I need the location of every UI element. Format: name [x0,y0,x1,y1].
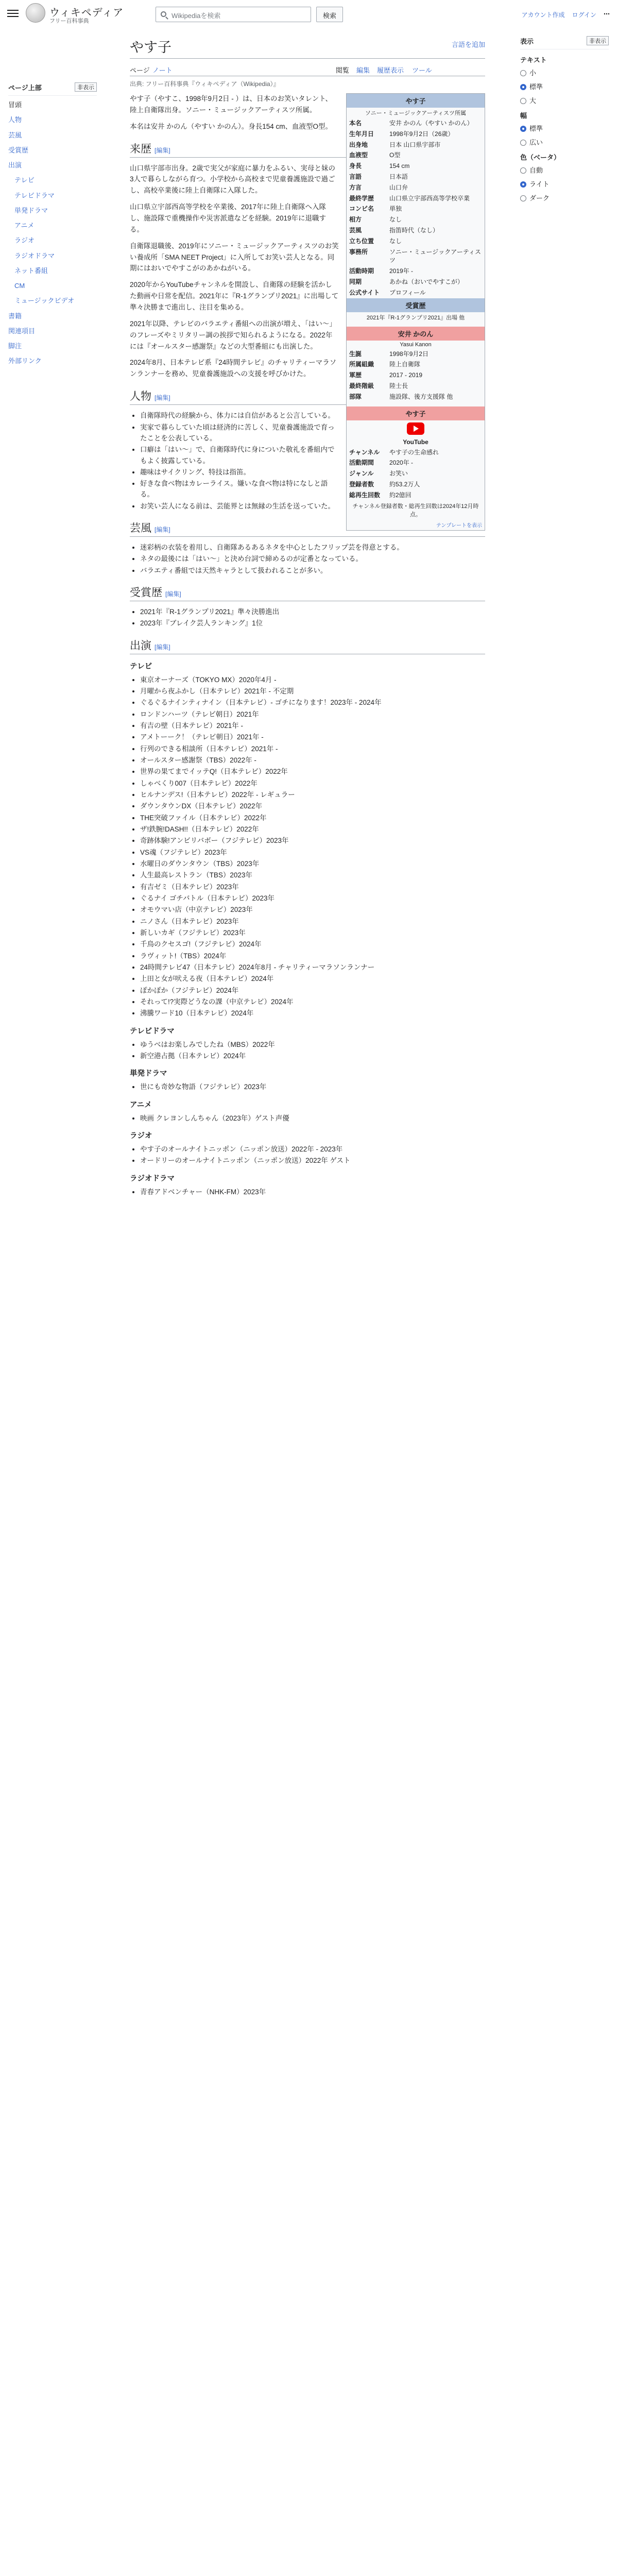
tab-tools[interactable]: ツール [412,66,432,74]
list-item: • やす子のオールナイトニッポン（ニッポン放送）2022年 - 2023年 [140,1144,485,1155]
infobox-template-link[interactable]: テンプレートを表示 [436,522,482,529]
infobox-row [347,118,485,129]
list-item: • 2021年『R-1グランプリ2021』準々決勝進出 [140,606,485,617]
width-wide[interactable] [520,137,609,147]
tab-edit[interactable]: 編集 [356,66,370,74]
text-size-small[interactable] [520,67,609,77]
tv-list-item: • 水曜日のダウンタウン（TBS）2023年 [140,858,485,869]
infobox-key: 生誕 [349,350,362,358]
infobox-value: 2020年 - [389,459,414,467]
section-person-title: 人物 [130,390,151,403]
radio-icon [520,70,526,76]
toc-item-mv[interactable]: ミュージックビデオ [14,297,75,305]
toc-item-external[interactable]: 外部リンク [8,357,42,365]
tv-list-item: • ぽかぽか（フジテレビ）2024年 [140,985,485,996]
tab-page[interactable]: ページ [130,66,150,74]
page-title: やす子 [130,36,485,59]
drama-list [140,1039,485,1062]
subsection-drama: テレビドラマ [130,1027,175,1036]
infobox-value: 1998年9月2日（26歳） [389,130,454,138]
infobox-value: 山口県立宇部西高等学校卒業 [389,194,470,202]
edit-link[interactable]: [編集] [154,643,170,651]
section-career-title: 来歴 [130,142,151,155]
color-light[interactable] [520,179,609,189]
infobox-award-heading: 受賞歴 [347,298,485,312]
wikipedia-logo[interactable] [26,3,45,23]
infobox-row [347,468,485,479]
radio-icon [520,140,526,146]
awards-list [140,606,485,629]
text-size-small-label: 小 [529,69,537,77]
infobox-value: 安井 かのん（やすい かのん） [389,120,473,127]
section-awards-title: 受賞歴 [130,586,162,599]
text-size-standard-label: 標準 [529,83,543,91]
infobox-value: 単独 [389,205,402,213]
tagline: フリー百科事典 [49,18,89,24]
appearance-panel [520,36,609,207]
list-item: • バラエティ番組では天然キャラとして扱われることが多い。 [140,565,485,576]
infobox-value: 154 cm [389,162,410,170]
subsection-tv: テレビ [130,662,152,671]
tv-list-item: • 有吉ゼミ（日本テレビ）2023年 [140,882,485,892]
text-size-standard[interactable] [520,81,609,91]
tv-list-item: • ヒルナンデス!（日本テレビ）2022年 - レギュラー [140,789,485,800]
infobox-key: 身長 [349,162,362,170]
infobox-row [347,236,485,247]
infobox-key: 最終階級 [349,382,374,389]
infobox-row [347,129,485,140]
radio-list [140,1144,485,1166]
tv-list-item: • 沸騰ワード10（日本テレビ）2024年 [140,1008,485,1019]
infobox-value: 2019年 - [389,267,414,275]
color-dark-label: ダーク [529,194,550,202]
infobox-value: やす子の生命感れ [389,448,439,456]
toc-hide-button[interactable]: 非表示 [75,82,97,92]
list-item: • お笑い芸人になる前は、芸能界とは無縁の生活を送っていた。 [140,501,485,512]
tv-list-item: • 24時間テレビ47（日本テレビ）2024年8月 - チャリティーマラソンランナー [140,962,485,973]
radio-icon [520,167,526,174]
appearance-title-text: 表示 [520,38,534,45]
subsection-radio: ラジオ [130,1131,152,1140]
infobox-value: 山口弁 [389,183,408,191]
tv-list-item: • 行列のできる相談所（日本テレビ）2021年 - [140,743,485,754]
toc-item-radio[interactable]: ラジオ [14,236,35,245]
infobox-row [347,277,485,287]
infobox-key: 軍歴 [349,371,362,379]
infobox-value: なし [389,216,402,224]
list-item: • 迷彩柄の衣装を着用し、自衛隊あるあるネタを中心としたフリップ芸を得意とする。 [140,542,485,553]
main-content [130,36,485,1202]
infobox-value: 1998年9月2日 [389,350,429,358]
menu-icon[interactable] [7,8,19,17]
tv-list-item: • しゃべくり007（日本テレビ）2022年 [140,778,485,789]
tv-list-item: • ラヴィット!（TBS）2024年 [140,951,485,961]
tv-list-item: • 新しいカギ（フジテレビ）2023年 [140,927,485,938]
infobox-value: 2017 - 2019 [389,371,423,379]
infobox-row [347,225,485,236]
infobox-value: あかね（おいでやすこが） [389,278,464,285]
toc-item-awards[interactable]: 受賞歴 [8,146,29,154]
list-item: • 口癖は「はい〜」で、自衛隊時代に身についた敬礼を番組内でもよく披露している。 [140,444,485,466]
tv-list-item: • オールスター感謝祭（TBS）2022年 - [140,755,485,766]
list-item: • 好きな食べ物はカレーライス。嫌いな食べ物は特になしと語る。 [140,478,485,500]
infobox-row [347,287,485,298]
infobox-row [347,150,485,161]
infobox-key: 立ち位置 [349,237,374,245]
infobox-value: 約53.2万人 [389,480,420,488]
toc-item-appear[interactable]: 出演 [8,161,22,169]
infobox-key: 所属組織 [349,361,374,368]
toc-item-drama[interactable]: テレビドラマ [14,191,55,199]
infobox-row [347,447,485,458]
infobox-value: 陸上自衛隊 [389,361,421,368]
login-link[interactable]: ログイン [572,11,596,19]
infobox-row [347,370,485,381]
infobox-row [347,490,485,501]
list-item: • 趣味はサイクリング、特技は指笛。 [140,467,485,478]
toc-item-style[interactable]: 芸風 [8,131,22,139]
section-style-title: 芸風 [130,522,151,535]
infobox-youtube-foot: チャンネル登録者数・総再生回数は2024年12月時点。 [352,503,479,518]
tab-history[interactable]: 履歴表示 [377,66,404,74]
infobox-key: 相方 [349,216,362,224]
infobox-value: 指笛時代（なし） [389,226,439,234]
tv-list-item: • 人生最高レストラン（TBS）2023年 [140,870,485,880]
infobox-value: O型 [389,151,401,159]
radio-icon [520,195,526,201]
toc-item-radiodrama[interactable]: ラジオドラマ [14,251,55,260]
tab-talk[interactable]: ノート [152,66,173,74]
infobox-value: プロフィール [389,289,426,296]
infobox-key: 本名 [349,120,362,127]
infobox-key: 方言 [349,183,362,191]
list-item: • 新空港占拠（日本テレビ）2024年 [140,1050,485,1061]
width-standard[interactable] [520,123,609,133]
infobox-key: 最終学歴 [349,194,374,202]
style-list [140,542,485,576]
infobox-military-sub: Yasui Kanon [400,341,432,348]
search-button[interactable]: 検索 [316,7,343,22]
width-heading: 幅 [520,112,527,120]
infobox-key: 事務所 [349,248,368,256]
color-auto-label: 自動 [529,166,543,174]
toc-item-tv[interactable]: テレビ [14,176,35,184]
text-size-large[interactable] [520,95,609,105]
color-heading: 色（ベータ） [520,154,561,161]
infobox-row [347,193,485,204]
infobox-value: 陸士長 [389,382,408,389]
infobox-key: 出身地 [349,141,368,148]
list-item: • 自衛隊時代の経験から、体力には自信があると公言している。 [140,410,485,421]
add-language-button[interactable]: 言語を追加 [451,41,485,48]
infobox-award: 2021年『R-1グランプリ2021』出場 他 [366,314,465,321]
radio-selected-icon [520,181,526,188]
subsection-radiodrama: ラジオドラマ [130,1174,175,1183]
radiodrama-list [140,1187,485,1197]
list-item: • 2023年『ブレイク芸人ランキング』1位 [140,618,485,629]
toc-item-anime[interactable]: アニメ [14,222,35,229]
toc-item-net[interactable]: ネット番組 [14,266,48,275]
infobox-key: ジャンル [349,470,374,478]
top-bar [0,0,618,28]
infobox-row [347,172,485,182]
youtube-logo-icon [407,422,424,435]
infobox-key: 公式サイト [349,289,380,296]
infobox-key: 登録者数 [349,480,374,488]
toc-item-books[interactable]: 書籍 [8,312,22,320]
from-wikipedia: 出典: フリー百科事典『ウィキペディア（Wikipedia）』 [130,80,280,88]
more-icon[interactable]: ⋯ [604,10,610,18]
text-size-heading: テキスト [520,56,547,64]
toc-item-oneoff[interactable]: 単発ドラマ [14,206,48,214]
tv-list-item: • 奇跡体験!アンビリバボー（フジテレビ）2023年 [140,835,485,846]
infobox-key: 血液型 [349,151,368,159]
toc-item-cm[interactable]: CM [14,282,25,290]
toc-item-notes[interactable]: 脚注 [8,342,22,350]
color-light-label: ライト [529,180,550,188]
infobox-value: ソニー・ミュージックアーティスツ [389,248,481,264]
infobox-key: 総再生回数 [349,491,381,499]
tv-list-item: • THE突破ファイル（日本テレビ）2022年 [140,812,485,823]
text-size-large-label: 大 [529,97,537,105]
infobox-table-youtube [347,447,485,501]
infobox-row [347,214,485,225]
infobox-value: 施設隊、後方支援隊 他 [389,393,453,400]
edit-link[interactable]: [編集] [165,590,181,598]
career-paragraph: 2024年8月、日本テレビ系『24時間テレビ』のチャリティーマラソンランナーを務め、児童養護施設への支援を呼びかけた。 [130,359,337,378]
radio-selected-icon [520,126,526,132]
anime-list [140,1113,485,1124]
toc-title [8,82,97,96]
appearance-title [520,36,609,49]
tv-list-item: • オモウマい店（中京テレビ）2023年 [140,904,485,915]
infobox [346,93,485,531]
career-paragraph: 山口県宇部市出身。2歳で実父が家庭に暴力をふるい、実母と妹の3人で暮らしながら育つ。小学校から高校まで児童養護施設で過ごし、高校卒業後に陸上自衛隊に入隊した。 [130,164,336,195]
infobox-row [347,359,485,370]
tv-list-item: • アメトーーク！（テレビ朝日）2021年 - [140,732,485,742]
search-icon [161,11,166,17]
color-dark[interactable] [520,193,609,202]
infobox-row [347,140,485,150]
tv-list-item: • 世界の果てまでイッテQ!（日本テレビ）2022年 [140,766,485,777]
personal-tools [522,10,610,19]
wordmark[interactable]: ウィキペディア [49,7,124,19]
section-appear-title: 出演 [130,639,151,652]
radio-selected-icon [520,84,526,90]
infobox-youtube-sub: YouTube [403,438,428,446]
infobox-row [347,381,485,392]
lead-paragraph: やす子（やすこ、1998年9月2日 - ）は、日本のお笑いタレント、陸上自衛隊出身。ソニー・ミュージックアーティスツ所属。 [130,95,332,114]
infobox-row [347,457,485,468]
subsection-anime: アニメ [130,1100,152,1109]
tv-list-item: • VS魂（フジテレビ）2023年 [140,847,485,858]
infobox-table-profile [347,118,485,298]
infobox-row [347,266,485,277]
infobox-key: 活動期間 [349,459,374,467]
infobox-row [347,349,485,360]
tv-list-item: • ロンドンハーツ（テレビ朝日）2021年 [140,709,485,720]
section-awards [130,584,485,601]
tv-list-item: • 月曜から夜ふかし（日本テレビ）2021年 - 不定期 [140,686,485,697]
list-item: • ネタの最後には「はい〜」と決め台詞で締めるのが定番となっている。 [140,553,485,564]
toc-item-related[interactable]: 関連項目 [8,327,36,335]
infobox-row [347,182,485,193]
infobox-key: コンビ名 [349,205,374,213]
tv-list-item: • 上田と女が吠える夜（日本テレビ）2024年 [140,973,485,984]
career-paragraph: 2020年からYouTubeチャンネルを開設し、自衛隊の経験を活かした動画や日常を配信。2021年に『R-1グランプリ2021』に出場して準々決勝まで進出し、注目を集める。 [130,281,339,312]
list-item: • 青春アドベンチャー（NHK-FM）2023年 [140,1187,485,1197]
color-auto[interactable] [520,165,609,175]
infobox-value: なし [389,237,402,245]
infobox-key: 活動時期 [349,267,374,275]
infobox-key: 同期 [349,278,362,285]
tv-list-item: • ぐるぐるナインティナイン（日本テレビ）- ゴチになります！2023年 - 2024年 [140,697,485,708]
list-item: • 世にも奇妙な物語（フジテレビ）2023年 [140,1081,485,1092]
infobox-youtube-heading: やす子 [347,406,485,420]
appearance-hide-button[interactable]: 非表示 [587,36,609,45]
list-item: • オードリーのオールナイトニッポン（ニッポン放送）2022年 ゲスト [140,1155,485,1166]
infobox-row [347,392,485,402]
search-input[interactable] [156,7,311,22]
toc-title-text: ページ上部 [8,84,42,92]
infobox-row [347,204,485,214]
infobox-row [347,161,485,172]
edit-link[interactable]: [編集] [154,394,170,402]
create-account-link[interactable]: アカウント作成 [521,11,565,19]
radio-icon [520,98,526,104]
infobox-title: やす子 [347,94,485,108]
page-tabs [130,62,485,76]
tv-list-item: • 有吉の壁（日本テレビ）2021年 - [140,720,485,731]
tv-list-item: • ザ!鉄腕!DASH!!（日本テレビ）2022年 [140,824,485,835]
infobox-value: 日本 山口県宇部市 [389,141,441,148]
tv-list-item: • 東京オーナーズ（TOKYO MX）2020年4月 - [140,674,485,685]
infobox-row [347,479,485,490]
infobox-table-military [347,349,485,402]
infobox-row [347,247,485,266]
toc-sidebar [8,82,97,372]
tv-list-item: • ニノさん（日本テレビ）2023年 [140,916,485,927]
tv-list-item: • ダウンタウンDX（日本テレビ）2022年 [140,801,485,811]
infobox-key: 生年月日 [349,130,374,138]
edit-link[interactable]: [編集] [154,526,170,534]
infobox-value: お笑い [389,470,408,478]
tv-list [140,674,485,1019]
toc-item-person[interactable]: 人物 [8,116,22,124]
lead-paragraph: 本名は安井 かのん（やすい かのん）。身長154 cm、血液型O型。 [130,122,333,130]
infobox-subtitle: ソニー・ミュージックアーティスツ所属 [365,110,467,116]
tv-list-item: • 千鳥のクセスゴ!（フジテレビ）2024年 [140,939,485,950]
section-appearances [130,637,485,654]
infobox-key: 部隊 [349,393,362,400]
infobox-value: 日本語 [389,173,408,180]
oneoff-list [140,1081,485,1092]
infobox-key: 芸風 [349,226,362,234]
tab-read[interactable]: 閲覧 [336,66,350,74]
infobox-military-heading: 安井 かのん [347,327,485,341]
career-paragraph: 自衛隊退職後、2019年にソニー・ミュージックアーティスツのお笑い養成所「SMA NEET Project」に入所してお笑い芸人となる。同期にはおいでやすこがのあかねがいる。 [130,242,339,273]
subsection-oneoff: 単発ドラマ [130,1070,167,1078]
toc-item-top[interactable]: 冒頭 [8,101,22,109]
list-item: • 映画 クレヨンしんちゃん（2023年）ゲスト声優 [140,1113,485,1124]
tv-list-item: • それって!?実際どうなの課（中京テレビ）2024年 [140,996,485,1007]
list-item: • 実家で暮らしていた頃は経済的に苦しく、児童養護施設で育ったことを公表している。 [140,422,485,444]
infobox-key: チャンネル [349,448,380,456]
career-paragraph: 2021年以降、テレビのバラエティ番組への出演が増え、「はい〜」のフレーズやミリタリー調の挨拶で知られるようになる。2022年には『オールスター感謝祭』などの大型番組にも出演した。 [130,319,336,350]
list-item: • ゆうべはお楽しみでしたね（MBS）2022年 [140,1039,485,1050]
infobox-value: 約2億回 [389,491,411,499]
infobox-key: 言語 [349,173,362,180]
career-paragraph: 山口県立宇部西高等学校を卒業後、2017年に陸上自衛隊へ入隊し、施設隊で重機操作や災害派遣などを経験。2019年に退職する。 [130,203,327,233]
width-standard-label: 標準 [529,125,543,132]
edit-link[interactable]: [編集] [154,146,170,154]
search-placeholder: Wikipediaを検索 [171,12,221,20]
width-wide-label: 広い [529,139,543,146]
tv-list-item: • ぐるナイ ゴチバトル（日本テレビ）2023年 [140,893,485,904]
